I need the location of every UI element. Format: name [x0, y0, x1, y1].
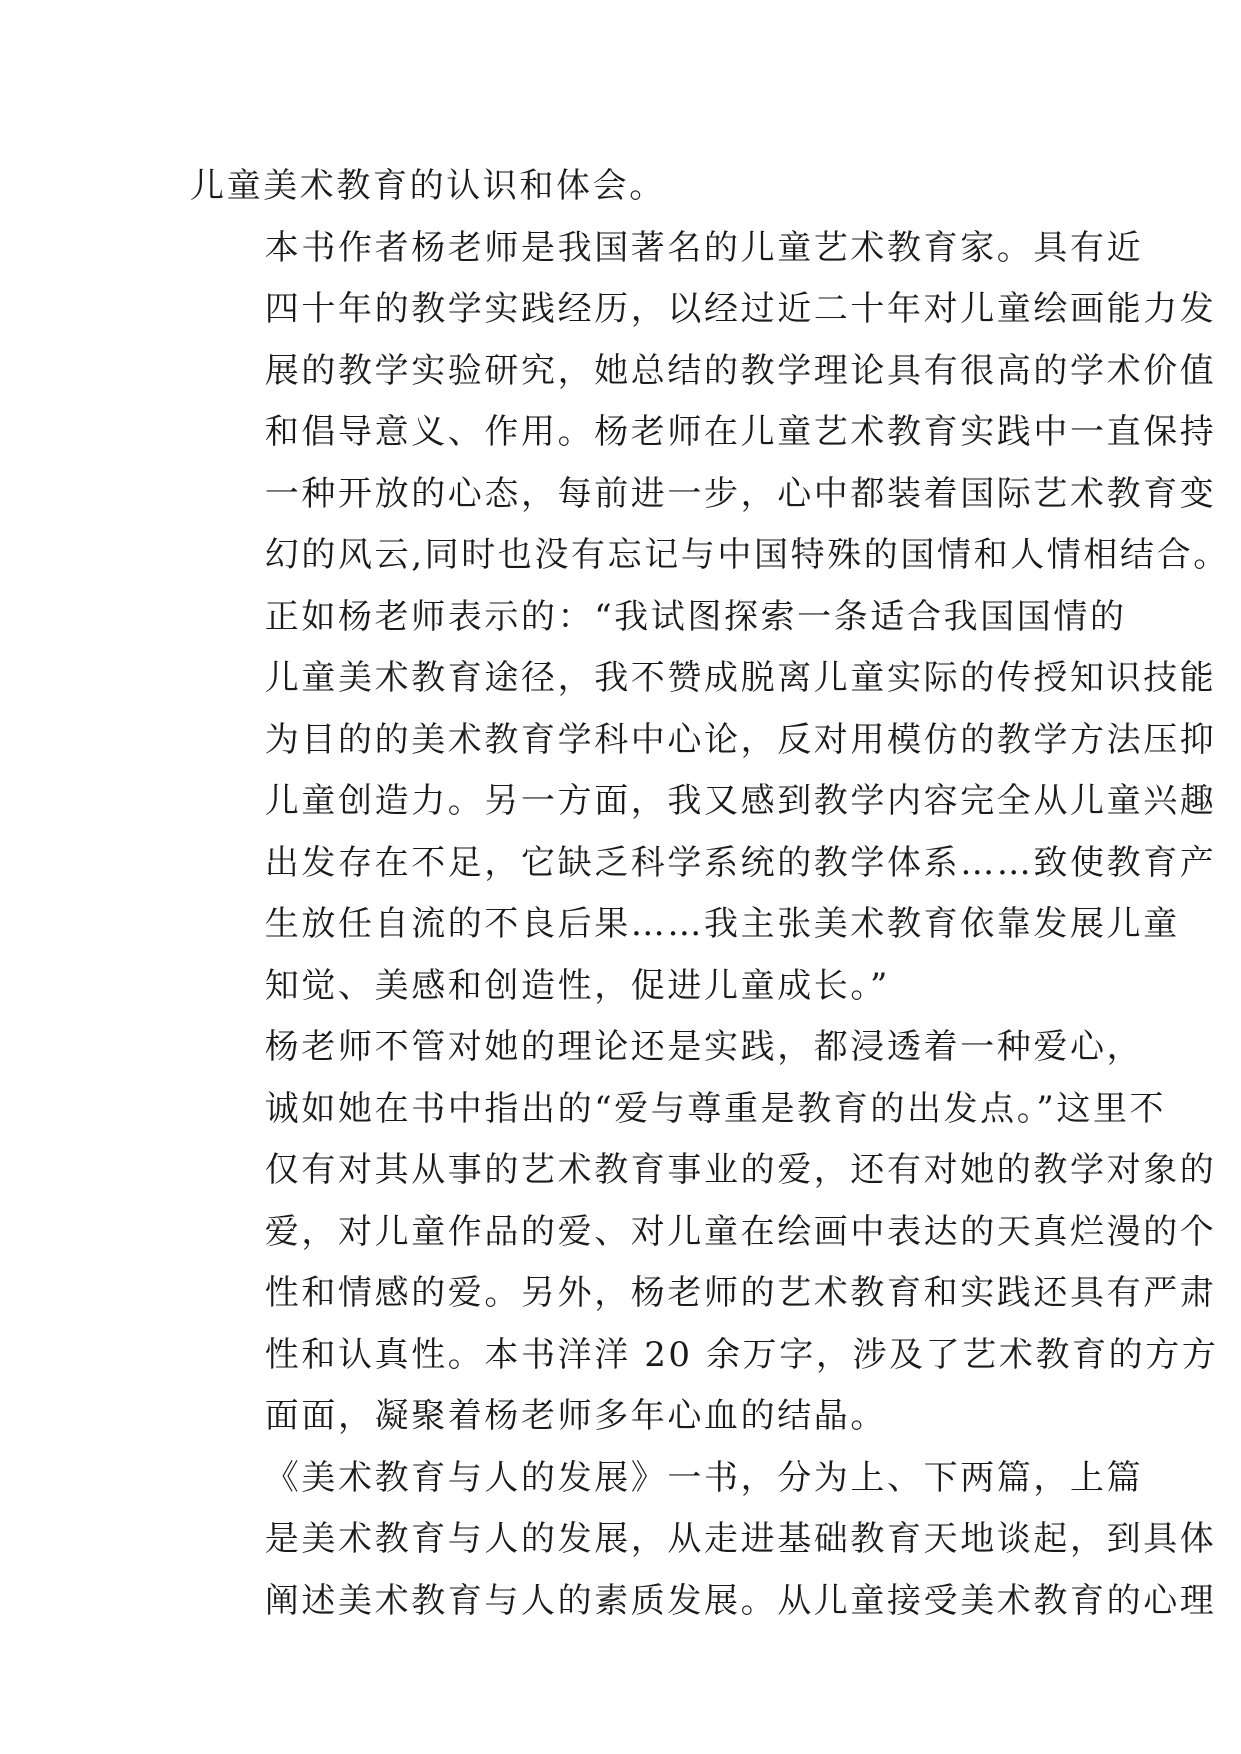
text-line: 仅有对其从事的艺术教育事业的爱，还有对她的教学对象的: [264, 1150, 1217, 1190]
text-line: 性和认真性。本书洋洋 20 余万字，涉及了艺术教育的方方: [264, 1334, 1219, 1375]
text-line: 爱，对儿童作品的爱、对儿童在绘画中表达的天真烂漫的个: [264, 1211, 1217, 1252]
paragraph: [190, 1448, 1217, 1633]
body-text: [190, 156, 1230, 1632]
text-line: 正如杨老师表示的：“我试图探索一条适合我国国情的: [264, 596, 1127, 637]
text-line: 《美术教育与人的发展》一书，分为上、下两篇，上篇: [264, 1457, 1144, 1498]
text-line: 出发存在不足，它缺乏科学系统的教学体系……致使教育产: [264, 842, 1217, 883]
paragraph: [190, 218, 1230, 587]
text-line: 一种开放的心态，每前进一步，心中都装着国际艺术教育变: [264, 473, 1217, 514]
text-line: 四十年的教学实践经历，以经过近二十年对儿童绘画能力发: [264, 289, 1217, 329]
text-line: 为目的的美术教育学科中心论，反对用模仿的教学方法压抑: [264, 719, 1217, 760]
text-line: 诚如她在书中指出的“爱与尊重是教育的出发点。”这里不: [264, 1088, 1167, 1129]
text-line: 幻的风云,同时也没有忘记与中国特殊的国情和人情相结合。: [264, 535, 1230, 575]
text-line: 阐述美术教育与人的素质发展。从儿童接受美术教育的心理: [264, 1580, 1217, 1621]
text-line: 儿童创造力。另一方面，我又感到教学内容完全从儿童兴趣: [264, 781, 1217, 821]
text-line: 儿童美术教育途径，我不赞成脱离儿童实际的传授知识技能: [264, 658, 1217, 698]
text-line: 展的教学实验研究，她总结的教学理论具有很高的学术价值: [264, 350, 1217, 391]
paragraph: [190, 156, 1056, 218]
text-line: 是美术教育与人的发展，从走进基础教育天地谈起，到具体: [264, 1519, 1217, 1559]
paragraph: [190, 587, 1217, 1018]
text-line: 性和情感的爱。另外，杨老师的艺术教育和实践还具有严肃: [264, 1273, 1217, 1313]
text-line: 和倡导意义、作用。杨老师在儿童艺术教育实践中一直保持: [264, 412, 1217, 452]
text-line: 本书作者杨老师是我国著名的儿童艺术教育家。具有近: [264, 227, 1144, 268]
text-line: 面面，凝聚着杨老师多年心血的结晶。: [264, 1396, 887, 1436]
text-line: 知觉、美感和创造性，促进儿童成长。”: [264, 965, 890, 1006]
text-line: 生放任自流的不良后果……我主张美术教育依靠发展儿童: [264, 904, 1180, 944]
text-line: 儿童美术教育的认识和体会。: [190, 166, 666, 206]
text-line: 杨老师不管对她的理论还是实践，都浸透着一种爱心，: [264, 1027, 1144, 1067]
paragraph: [190, 1017, 1219, 1448]
